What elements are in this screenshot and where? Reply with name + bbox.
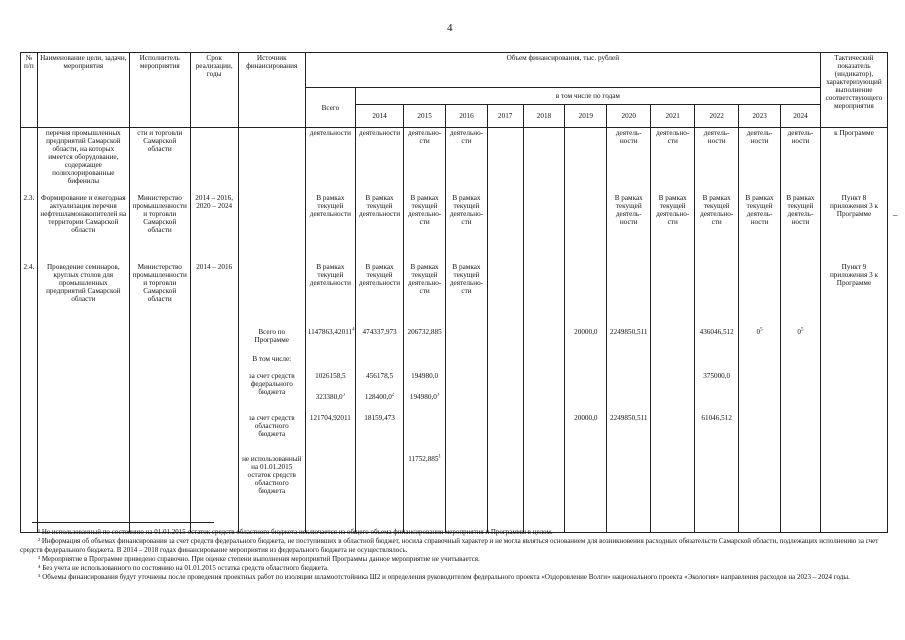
row-year-cell xyxy=(607,257,651,324)
regional-year-cell: 61046,512 xyxy=(695,412,739,453)
federal-year-cell: 375000,0 xyxy=(695,370,739,393)
row-year-cell: деятельности xyxy=(356,128,404,189)
row-year-cell: деятельно-сти xyxy=(651,128,695,189)
federal-year-cell: 194980,0 xyxy=(404,370,446,393)
header-year-2018: 2018 xyxy=(523,105,565,128)
row-year-cell xyxy=(487,188,523,257)
footnote: ¹ Не использованный по состоянию на 01.01.2015 остаток средств областного бюджета исключается из общего объема финансирования мероприятия и Программы в целом. xyxy=(38,528,553,536)
row-year-cell: В рамках текущей деятельно-сти xyxy=(446,188,488,257)
regional-total: 121704,92011 xyxy=(305,412,355,453)
total-label: Всего по Программе xyxy=(238,324,305,353)
row-name: перечня промышленных предприятий Самарской области, на которых имеется оборудование, содержащее полихлорированные бифенилы xyxy=(37,128,129,189)
regional-year-cell xyxy=(523,412,565,453)
row-num: 2.3. xyxy=(21,188,38,257)
table-body xyxy=(21,128,888,533)
federal-year-cell xyxy=(523,370,565,393)
row-term: 2014 – 2016 xyxy=(190,257,238,324)
unused-year-cell: 11752,885$^1$ xyxy=(404,453,446,522)
row-year-cell: В рамках текущей деятель-ности xyxy=(739,188,781,257)
row-indicator: к Программе xyxy=(820,128,887,189)
regional-year-cell xyxy=(487,412,523,453)
header-name: Наименование цели, задачи, мероприятия xyxy=(37,53,129,128)
row-year-cell xyxy=(739,257,781,324)
row-executor: Министерство промышленности и торговли Самарской области xyxy=(129,188,190,257)
total-year-cell: $0^5$ xyxy=(781,324,821,353)
table-row xyxy=(21,128,888,189)
header-year-2014: 2014 xyxy=(356,105,404,128)
row-year-cell: деятель-ности xyxy=(739,128,781,189)
row-term: 2014 – 2016, 2020 – 2024 xyxy=(190,188,238,257)
header-year-2020: 2020 xyxy=(607,105,651,128)
federal-year-ref: 194980,0$^3$ xyxy=(404,393,446,412)
row-year-cell: В рамках текущей деятельности xyxy=(356,257,404,324)
footnote: ² Информация об объемах финансирования за счет средств федерального бюджета, не поступивших в областной бюджет, носила справочный характер и не могла являться основанием для возникновения расходных обязательств Самарской области, подлежащих исполнению за счет средств федерального бюджета. В 2014 – 2018 годах финансирование мероприятия из федерального бюджета не осуществлялось. xyxy=(20,537,879,554)
footnote: ⁴ Без учета не использованного по состоянию на 01.01.2015 остатка средств областного бюджета. xyxy=(38,564,329,572)
federal-year-cell xyxy=(565,370,607,393)
total-year-cell: 20000,0 xyxy=(565,324,607,353)
row-year-cell: В рамках текущей деятельно-сти xyxy=(651,188,695,257)
page-number: 4 xyxy=(447,22,453,34)
header-year-2022: 2022 xyxy=(695,105,739,128)
row-year-cell xyxy=(781,257,821,324)
header-year-2019: 2019 xyxy=(565,105,607,128)
regional-label: за счет средств областного бюджета xyxy=(238,412,305,453)
unused-label: не использованный на 01.01.2015 остаток средств областного бюджета xyxy=(238,453,305,522)
total-year-cell xyxy=(651,324,695,353)
federal-row-reference xyxy=(21,393,888,412)
row-year-cell: деятель-ности xyxy=(607,128,651,189)
row-source xyxy=(238,128,305,189)
row-year-cell: деятель-ности xyxy=(695,128,739,189)
header-year-2021: 2021 xyxy=(651,105,695,128)
row-indicator: Пункт 8 приложения 3 к Программе xyxy=(820,188,887,257)
total-year-cell xyxy=(446,324,488,353)
row-name: Формирование и ежегодная актуализация перечня нефтешламонакопителей на территории Самарской области xyxy=(37,188,129,257)
header-num: № п/п xyxy=(21,53,38,128)
row-total: В рамках текущей деятельности xyxy=(305,188,355,257)
row-year-cell: В рамках текущей деятельно-сти xyxy=(695,188,739,257)
row-year-cell xyxy=(565,188,607,257)
federal-year-cell xyxy=(781,370,821,393)
row-year-cell: В рамках текущей деятель-ности xyxy=(607,188,651,257)
including-row xyxy=(21,353,888,370)
federal-year-cell xyxy=(651,370,695,393)
margin-dash: – xyxy=(893,210,898,220)
regional-year-cell: 20000,0 xyxy=(565,412,607,453)
header-year-2024: 2024 xyxy=(781,105,821,128)
row-year-cell: В рамках текущей деятельности xyxy=(356,188,404,257)
row-year-cell xyxy=(565,128,607,189)
header-year-2015: 2015 xyxy=(404,105,446,128)
row-year-cell xyxy=(523,188,565,257)
total-value: 1147863,42011$^4$ xyxy=(305,324,355,353)
row-year-cell: В рамках текущей деятельно-сти xyxy=(404,188,446,257)
row-total: деятельности xyxy=(305,128,355,189)
federal-year-cell: 456178,5 xyxy=(356,370,404,393)
row-total: В рамках текущей деятельности xyxy=(305,257,355,324)
footnotes xyxy=(20,528,888,582)
including-label: В том числе: xyxy=(238,353,305,370)
total-year-cell: 206732,885 xyxy=(404,324,446,353)
row-executor: Министерство промышленности и торговли Самарской области xyxy=(129,257,190,324)
unused-balance-row xyxy=(21,453,888,522)
row-source xyxy=(238,188,305,257)
row-year-cell: В рамках текущей деятельно-сти xyxy=(446,257,488,324)
unused-year-cell xyxy=(356,453,404,522)
row-year-cell: В рамках текущей деятельно-сти xyxy=(404,257,446,324)
federal-year-cell xyxy=(739,370,781,393)
row-year-cell xyxy=(487,257,523,324)
regional-year-cell: 2249850,511 xyxy=(607,412,651,453)
header-executor: Исполнитель мероприятия xyxy=(129,53,190,128)
row-year-cell: деятельно-сти xyxy=(404,128,446,189)
row-year-cell: деятель-ности xyxy=(781,128,821,189)
federal-row xyxy=(21,370,888,393)
federal-year-cell xyxy=(607,370,651,393)
regional-year-cell xyxy=(781,412,821,453)
table-row xyxy=(21,257,888,324)
total-year-cell: 474337,973 xyxy=(356,324,404,353)
total-year-cell xyxy=(487,324,523,353)
federal-total-ref: 323380,0$^3$ xyxy=(305,393,355,412)
row-year-cell xyxy=(523,257,565,324)
total-row xyxy=(21,324,888,353)
footnote: ³ Мероприятие в Программе приведено справочно. При оценке степени выполнения мероприятий Программы данное мероприятие не учитывается. xyxy=(38,555,480,563)
regional-year-cell xyxy=(651,412,695,453)
header-volume: Объем финансирования, тыс. рублей xyxy=(305,53,820,88)
header-by-years: в том числе по годам xyxy=(356,88,821,105)
row-year-cell xyxy=(487,128,523,189)
footnote-separator xyxy=(32,522,214,523)
row-indicator: Пункт 9 приложения 3 к Программе xyxy=(820,257,887,324)
regional-row xyxy=(21,412,888,453)
header-indicator: Тактический показатель (индикатор), характеризующий выполнение соответствующего мероприятия xyxy=(820,53,887,128)
regional-year-cell: 18159,473 xyxy=(356,412,404,453)
row-num xyxy=(21,128,38,189)
federal-year-cell xyxy=(446,370,488,393)
federal-total: 1026158,5 xyxy=(305,370,355,393)
table-header xyxy=(21,53,888,128)
header-year-2016: 2016 xyxy=(446,105,488,128)
header-source: Источник финансирования xyxy=(238,53,305,128)
header-term: Срок реализации, годы xyxy=(190,53,238,128)
row-name: Проведение семинаров, круглых столов для промышленных предприятий Самарской области xyxy=(37,257,129,324)
table-row xyxy=(21,188,888,257)
header-year-2017: 2017 xyxy=(487,105,523,128)
federal-label: за счет средств федерального бюджета xyxy=(238,370,305,412)
federal-year-ref: 128400,0$^2$ xyxy=(356,393,404,412)
row-year-cell xyxy=(565,257,607,324)
row-year-cell: деятельно-сти xyxy=(446,128,488,189)
regional-year-cell xyxy=(404,412,446,453)
row-source xyxy=(238,257,305,324)
federal-year-cell xyxy=(487,370,523,393)
row-executor: сти и торговли Самарской области xyxy=(129,128,190,189)
header-total: Всего xyxy=(305,88,355,128)
total-year-cell: $0^5$ xyxy=(739,324,781,353)
row-year-cell xyxy=(523,128,565,189)
financing-table xyxy=(20,52,888,533)
row-term xyxy=(190,128,238,189)
total-year-cell xyxy=(523,324,565,353)
row-year-cell xyxy=(651,257,695,324)
row-num: 2.4. xyxy=(21,257,38,324)
total-year-cell: 2249850,511 xyxy=(607,324,651,353)
footnote: ⁵ Объемы финансирования будут уточнены после проведения проектных работ по изоляции шламоотстойника Ш2 и определения руководителем федерального проекта «Оздоровление Волги» национального проекта «Экология» направления расходов на 2023 – 2024 годы. xyxy=(38,573,850,581)
regional-year-cell xyxy=(739,412,781,453)
regional-year-cell xyxy=(446,412,488,453)
header-year-2023: 2023 xyxy=(739,105,781,128)
row-year-cell: В рамках текущей деятель-ности xyxy=(781,188,821,257)
total-year-cell: 436046,512 xyxy=(695,324,739,353)
row-year-cell xyxy=(695,257,739,324)
